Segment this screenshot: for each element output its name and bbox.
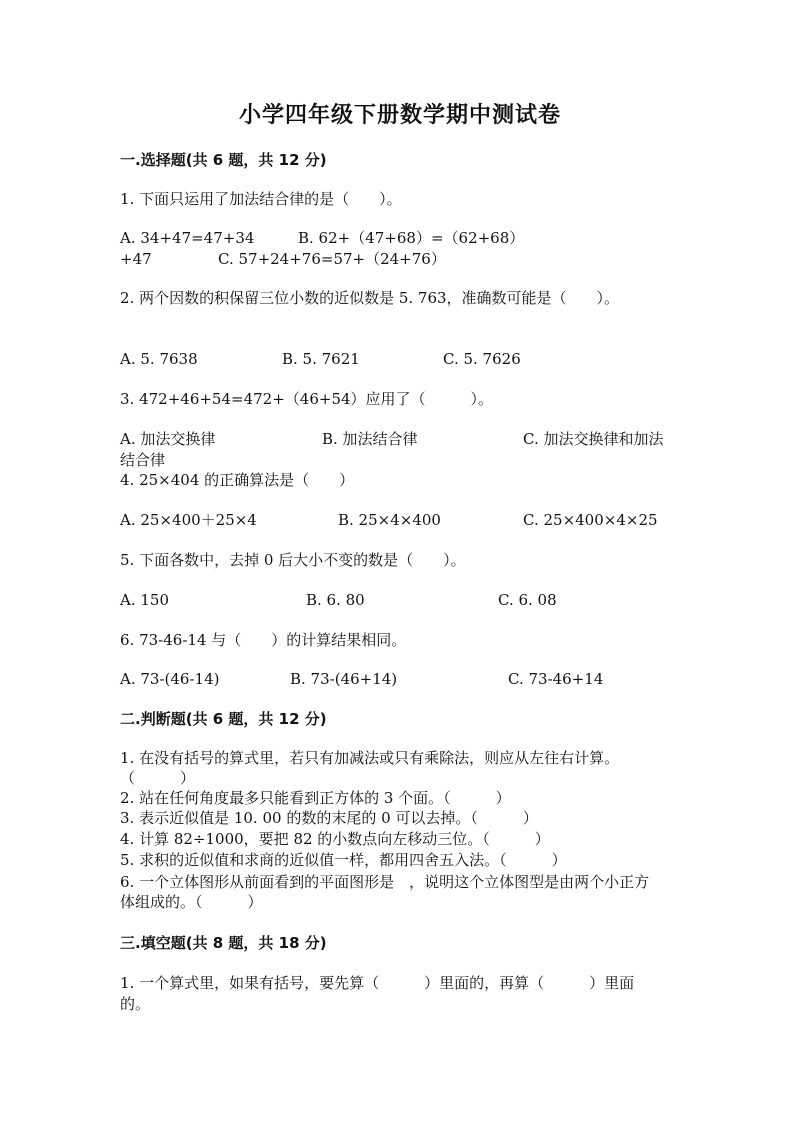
question-stem: 5. 下面各数中，去掉 0 后大小不变的数是（ ）。 (120, 551, 466, 569)
judgement-item: 3. 表示近似值是 10. 00 的数的末尾的 0 可以去掉。（ ） (120, 809, 538, 827)
question-stem: 2. 两个因数的积保留三位小数的近似数是 5. 763，准确数可能是（ ）。 (120, 289, 620, 307)
option-a: A. 34+47=47+34 (120, 229, 255, 247)
option-b: B. 6. 80 (306, 591, 365, 609)
option-c: C. 73-46+14 (508, 670, 604, 688)
judgement-item: 1. 在没有括号的算式里，若只有加减法或只有乘除法，则应从左往右计算。 (120, 749, 620, 767)
question-stem: 1. 一个算式里，如果有括号，要先算（ ）里面的，再算（ ）里面 (120, 974, 635, 992)
option-a: A. 73-(46-14) (120, 670, 220, 688)
option-a: A. 150 (120, 591, 169, 609)
judgement-item: 体组成的。（ ） (120, 893, 263, 911)
page-title: 小学四年级下册数学期中测试卷 (238, 103, 561, 128)
option-b-continued: +47 (120, 250, 152, 268)
option-c: C. 加法交换律和加法 (523, 430, 664, 448)
option-c: C. 6. 08 (498, 591, 557, 609)
option-b: B. 25×4×400 (338, 511, 441, 529)
question-stem: 6. 73-46-14 与（ ）的计算结果相同。 (120, 631, 407, 649)
option-c: C. 5. 7626 (443, 350, 521, 368)
option-c: C. 57+24+76=57+（24+76） (218, 250, 446, 268)
option-c: C. 25×400×4×25 (523, 511, 658, 529)
option-c-continued: 结合律 (120, 451, 166, 469)
option-b: B. 5. 7621 (282, 350, 360, 368)
judgement-item: 4. 计算 82÷1000，要把 82 的小数点向左移动三位。（ ） (120, 830, 550, 848)
section-heading-fill-blank: 三.填空题(共 8 题，共 18 分) (120, 934, 327, 952)
section-heading-judgement: 二.判断题(共 6 题，共 12 分) (120, 710, 327, 728)
judgement-item: 2. 站在任何角度最多只能看到正方体的 3 个面。（ ） (120, 789, 511, 807)
option-b: B. 加法结合律 (322, 430, 418, 448)
judgement-item: 5. 求积的近似值和求商的近似值一样，都用四舍五入法。（ ） (120, 851, 567, 869)
section-heading-choice: 一.选择题(共 6 题，共 12 分) (120, 151, 327, 169)
judgement-item: （ ） (120, 769, 196, 787)
option-a: A. 25×400＋25×4 (120, 511, 257, 529)
question-stem: 3. 472+46+54=472+（46+54）应用了（ ）。 (120, 390, 494, 408)
judgement-item: 6. 一个立体图形从前面看到的平面图形是 ，说明这个立体图型是由两个小正方 (120, 873, 650, 891)
question-stem-continued: 的。 (120, 995, 151, 1013)
question-stem: 1. 下面只运用了加法结合律的是（ ）。 (120, 190, 402, 208)
question-stem: 4. 25×404 的正确算法是（ ） (120, 471, 355, 489)
option-b: B. 62+（47+68）=（62+68） (298, 229, 525, 247)
option-a: A. 5. 7638 (120, 350, 198, 368)
option-a: A. 加法交换律 (120, 430, 216, 448)
option-b: B. 73-(46+14) (290, 670, 398, 688)
